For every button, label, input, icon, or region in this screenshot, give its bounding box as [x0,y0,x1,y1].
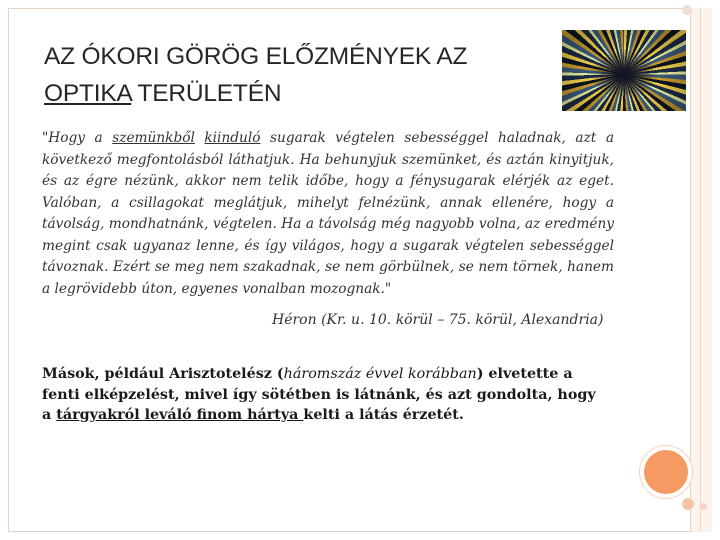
quote-link-szemunkbol[interactable]: szemünkből [112,130,195,146]
right-decor-strip [690,8,712,532]
para-italic: háromszáz évvel korábban [283,366,477,382]
decor-circle-top [682,5,692,15]
decor-circle-orange [640,446,692,498]
para-part-3: kelti a látás érzetét. [303,407,464,423]
quote-space [195,130,205,146]
quote-rest: sugarak végtelen sebességgel haladnak, azt a következő megfontolásból láthatjuk. Ha behunyjuk szemünket, és aztán kinyitjuk, és az égre nézünk, akkor nem telik időbe, hogy a fénysugarak elérjék az eget. Valóban, a csillagokat meglátjuk, mihelyt felnézünk, annak ellenére, hogy a távolság, mondhatnánk, végtelen. Ha a távolság még nagyobb volna, az eredmény megint csak ugyanaz lenne, és így világos, hogy a sugarak végtelen sebességgel távoznak. Ezért se meg nem szakadnak, se nem görbülnek, se nem törnek, hanem a legrövidebb úton, egyenes vonalban mozognak." [42,130,614,297]
para-link-hartya[interactable]: tárgyakról leváló finom hártya [56,407,304,423]
quote-open: "Hogy a [42,130,113,146]
light-tunnel-image [562,30,686,111]
title-line-1: AZ ÓKORI GÖRÖG ELŐZMÉNYEK AZ [44,43,468,70]
heron-quote [42,128,614,300]
slide-title [44,38,604,112]
para-part-2: ) elvetette a fenti elképzelést, mivel így sötétben is látnánk, és azt gondolta, hogy a [42,366,596,423]
quote-attribution: Héron (Kr. u. 10. körül – 75. körül, Alexandria) [272,312,604,328]
para-part-1: Mások, például Arisztotelész ( [42,366,284,382]
aristotle-paragraph [42,364,598,426]
quote-link-kiindulo[interactable]: kiinduló [204,130,261,146]
decor-circle-small [682,498,694,510]
right-decor-line [700,8,701,532]
title-line-2-rest: TERÜLETÉN [131,80,282,107]
title-optika-link[interactable]: OPTIKA [44,80,132,107]
decor-circle-tiny [700,503,707,510]
